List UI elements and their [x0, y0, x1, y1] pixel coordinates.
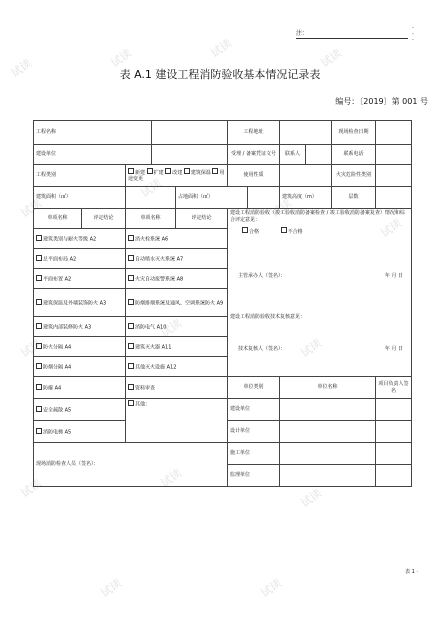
header-note: 注：: [296, 30, 309, 37]
unit-row-label: 施工单位: [228, 443, 280, 465]
leader-sign-header: 项目负责人签名: [376, 377, 412, 399]
fire-class-value[interactable]: [376, 165, 412, 187]
project-name-value[interactable]: [152, 121, 228, 145]
unit-row-name[interactable]: [280, 465, 376, 487]
left-item[interactable]: 防火分隔 A4: [34, 337, 126, 357]
land-area-label: 占地面积（㎡）: [176, 187, 248, 209]
col-single-name: 单项名称: [34, 209, 82, 229]
col-eval-2: 评定结论: [176, 209, 228, 229]
category-option[interactable]: 建筑保温: [184, 170, 211, 176]
inspect-date-value[interactable]: [376, 121, 412, 145]
phone-value[interactable]: [376, 145, 412, 165]
col-single-name-2: 单项名称: [126, 209, 176, 229]
tech-review-title: 建设工程消防验收技术复核意见：: [230, 313, 306, 320]
header-line: [296, 38, 408, 39]
unit-row-name[interactable]: [280, 421, 376, 443]
right-item[interactable]: 建筑灭火器 A11: [126, 337, 228, 357]
category-label: 工程类别: [34, 165, 126, 187]
left-item[interactable]: 建筑保温及外墙装饰防火 A3: [34, 289, 126, 317]
inspect-date-label: 现场检查日期: [332, 121, 376, 145]
col-eval: 评定结论: [82, 209, 126, 229]
use-nature-value[interactable]: [280, 165, 332, 187]
page-footer: 表 1 ·: [405, 569, 418, 575]
overall-opinion-cell: [228, 209, 412, 377]
floors-label: 层数: [332, 187, 376, 209]
leader-date: 年 月 日: [384, 273, 404, 279]
left-item[interactable]: 建筑内部装修防火 A3: [34, 317, 126, 337]
right-item[interactable]: 防烟排烟系统及通风、空调系统防火 A9: [126, 289, 228, 317]
unit-name-header: 单位名称: [280, 377, 376, 399]
right-item[interactable]: 资料审查: [126, 377, 228, 399]
tech-signature[interactable]: 技术复核人（签名）：: [238, 346, 286, 352]
unit-row-sign[interactable]: [376, 399, 412, 421]
leader-signature[interactable]: 主管承办人（签名）：: [238, 273, 286, 279]
right-item[interactable]: 其他灭火设施 A12: [126, 357, 228, 377]
unit-row-label: 监理单位: [228, 465, 280, 487]
category-options: [126, 165, 228, 187]
unit-row-label: 设计单位: [228, 421, 280, 443]
left-item[interactable]: 平面布置 A2: [34, 269, 126, 289]
record-table: [33, 120, 412, 487]
right-item[interactable]: 自动喷水灭火系统 A7: [126, 249, 228, 269]
use-nature-label: 使用性质: [228, 165, 280, 187]
left-item[interactable]: 总平面布局 A2: [34, 249, 126, 269]
unit-value[interactable]: [152, 145, 228, 165]
right-item[interactable]: 消防电气 A10: [126, 317, 228, 337]
unit-row-sign[interactable]: [376, 465, 412, 487]
tech-date: 年 月 日: [384, 346, 404, 352]
build-area-value[interactable]: [126, 187, 176, 209]
document-number: 编号：〔2019〕第 001 号: [335, 97, 428, 106]
unit-row-name[interactable]: [280, 399, 376, 421]
left-item[interactable]: 消防电梯 A5: [34, 421, 126, 443]
land-area-value[interactable]: [248, 187, 280, 209]
category-option[interactable]: 新建: [128, 170, 145, 176]
unit-row-label: 建设单位: [228, 399, 280, 421]
floors-value[interactable]: [376, 187, 412, 209]
unit-type-header: 单位类别: [228, 377, 280, 399]
left-item[interactable]: 建筑类别与耐火等级 A2: [34, 229, 126, 249]
unit-row-sign[interactable]: [376, 421, 412, 443]
unit-row-name[interactable]: [280, 443, 376, 465]
left-item[interactable]: 防爆 A4: [34, 377, 126, 399]
inspector-signature[interactable]: 现场消防检查人员（签名）：: [34, 443, 228, 487]
build-area-label: 建筑面积（㎡）: [34, 187, 126, 209]
fire-class-label: 火灾危险性类别: [332, 165, 376, 187]
unit-label: 建设单位: [34, 145, 152, 165]
height-label: 建筑高度（m）: [280, 187, 332, 209]
page-title: 表 A.1 建设工程消防验收基本情况记录表: [119, 68, 321, 81]
overall-opinion-title: 建设工程消防验收（竣工验收消防备案检查 / 竣工验收消防备案复查）情况和综合评定意见：: [230, 210, 405, 223]
acceptance-no-label: 受理 / 备案凭证文号: [228, 145, 280, 165]
left-item[interactable]: 防烟分隔 A4: [34, 357, 126, 377]
contact-label: 联系人: [280, 145, 306, 165]
project-address-label: 工程地址: [228, 121, 280, 145]
fail-option[interactable]: 不合格: [281, 229, 303, 235]
left-item[interactable]: 安全疏散 A5: [34, 399, 126, 421]
unit-row-sign[interactable]: [376, 443, 412, 465]
category-option[interactable]: 扩建: [147, 170, 164, 176]
contact-value[interactable]: [306, 145, 332, 165]
pass-option[interactable]: 合格: [242, 229, 259, 235]
header-dots: · · ·: [412, 25, 414, 44]
category-option[interactable]: 用途变更: [128, 169, 225, 183]
category-option[interactable]: 改建: [165, 170, 182, 176]
project-name-label: 工程名称: [34, 121, 152, 145]
project-address-value[interactable]: [280, 121, 332, 145]
right-item-other[interactable]: 其他：: [126, 399, 228, 443]
phone-label: 联系电话: [332, 145, 376, 165]
right-item[interactable]: 火灾自动报警系统 A8: [126, 269, 228, 289]
right-item[interactable]: 消火栓系统 A6: [126, 229, 228, 249]
